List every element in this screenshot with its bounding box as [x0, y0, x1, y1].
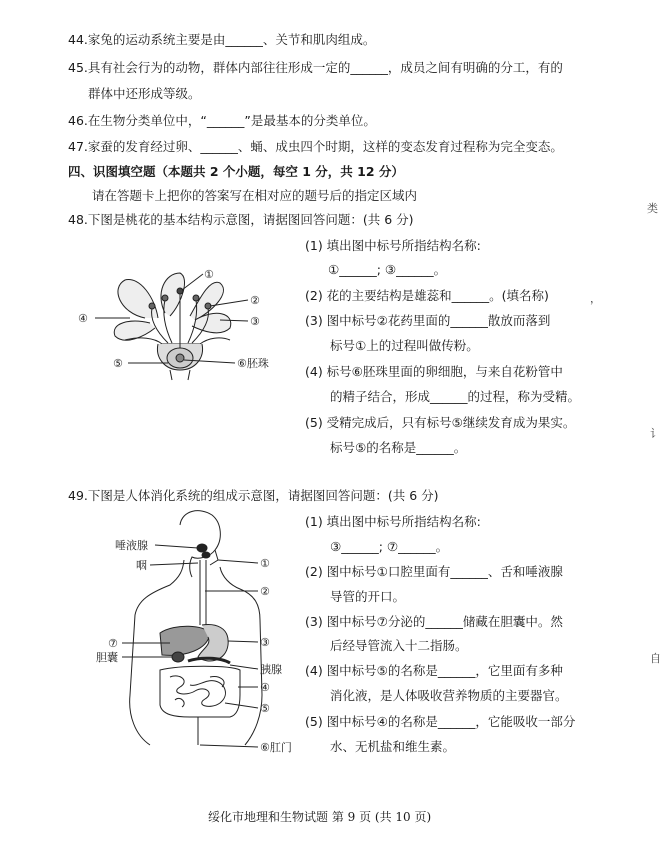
q48-part4-line2: 的精子结合，形成______的过程，称为受精。: [330, 389, 581, 404]
question-44: 44.家兔的运动系统主要是由______、关节和肌肉组成。: [68, 32, 376, 47]
flower-label-6-ovule: ⑥胚珠: [237, 357, 269, 370]
flower-label-5: ⑤: [113, 357, 123, 370]
q48-part2: (2) 花的主要结构是雄蕊和______。(填名称): [305, 288, 549, 303]
q49-part1: (1) 填出图中标号所指结构名称:: [305, 514, 481, 529]
margin-mark: 讠: [650, 427, 661, 440]
q48-part3-line2: 标号①上的过程叫做传粉。: [330, 338, 479, 353]
q49-part3-line2: 后经导管流入十二指肠。: [330, 638, 468, 653]
q48-part1: (1) 填出图中标号所指结构名称:: [305, 238, 481, 253]
margin-mark: 类: [647, 202, 658, 215]
digestive-system-diagram: [80, 505, 305, 755]
question-45-line1: 45.具有社会行为的动物，群体内部往往形成一定的______，成员之间有明确的分工，有的: [68, 60, 563, 75]
body-label-7: ⑦: [108, 637, 118, 650]
flower-label-3: ③: [250, 315, 260, 328]
q48-part5-line1: (5) 受精完成后，只有标号⑤继续发育成为果实。: [305, 415, 576, 430]
body-label-4: ④: [260, 681, 270, 694]
q49-part2-line1: (2) 图中标号①口腔里面有______、舌和唾液腺: [305, 564, 563, 579]
flower-label-1: ①: [204, 268, 214, 281]
body-label-5: ⑤: [260, 702, 270, 715]
page-footer: 绥化市地理和生物试题 第 9 页 (共 10 页): [208, 810, 432, 824]
q48-part1-blanks: ①______; ③______。: [328, 262, 447, 277]
peach-flower-diagram: [70, 258, 290, 383]
q49-part4-line2: 消化液，是人体吸收营养物质的主要器官。: [330, 688, 568, 703]
body-label-2: ②: [260, 585, 270, 598]
question-45-line2: 群体中还形成等级。: [88, 86, 201, 101]
margin-mark: 自: [650, 652, 661, 665]
body-label-pharynx: 咽: [136, 559, 147, 572]
q49-part4-line1: (4) 图中标号⑤的名称是______，它里面有多种: [305, 663, 563, 678]
question-48: 48.下图是桃花的基本结构示意图，请据图回答问题：(共 6 分): [68, 212, 414, 227]
section-4-heading: 四、识图填空题（本题共 2 个小题，每空 1 分，共 12 分）: [68, 164, 404, 179]
q48-part3-line1: (3) 图中标号②花药里面的______散放而落到: [305, 313, 551, 328]
body-label-gallbladder: 胆囊: [96, 651, 118, 664]
question-46: 46.在生物分类单位中，“______”是最基本的分类单位。: [68, 113, 376, 128]
flower-label-2: ②: [250, 294, 260, 307]
body-label-pancreas: 胰腺: [260, 663, 282, 676]
q48-part4-line1: (4) 标号⑥胚珠里面的卵细胞，与来自花粉管中: [305, 364, 563, 379]
q48-part5-line2: 标号⑤的名称是______。: [330, 440, 467, 455]
flower-label-4: ④: [78, 312, 88, 325]
margin-mark: ，: [590, 292, 601, 305]
question-47: 47.家蚕的发育经过卵、______、蛹、成虫四个时期，这样的变态发育过程称为完全变态。: [68, 139, 563, 154]
section-4-note: 请在答题卡上把你的答案写在相对应的题号后的指定区域内: [92, 188, 418, 203]
body-label-1: ①: [260, 557, 270, 570]
q49-part5-line1: (5) 图中标号④的名称是______，它能吸收一部分: [305, 714, 576, 729]
body-label-saliva-gland: 唾液腺: [115, 539, 148, 552]
q49-part3-line1: (3) 图中标号⑦分泌的______储藏在胆囊中。然: [305, 614, 563, 629]
body-label-6-anus: ⑥肛门: [260, 741, 292, 754]
q49-part1-blanks: ③______; ⑦______。: [330, 539, 449, 554]
body-label-3: ③: [260, 636, 270, 649]
q49-part5-line2: 水、无机盐和维生素。: [330, 739, 456, 754]
q49-part2-line2: 导管的开口。: [330, 589, 406, 604]
question-49: 49.下图是人体消化系统的组成示意图，请据图回答问题：(共 6 分): [68, 488, 439, 503]
